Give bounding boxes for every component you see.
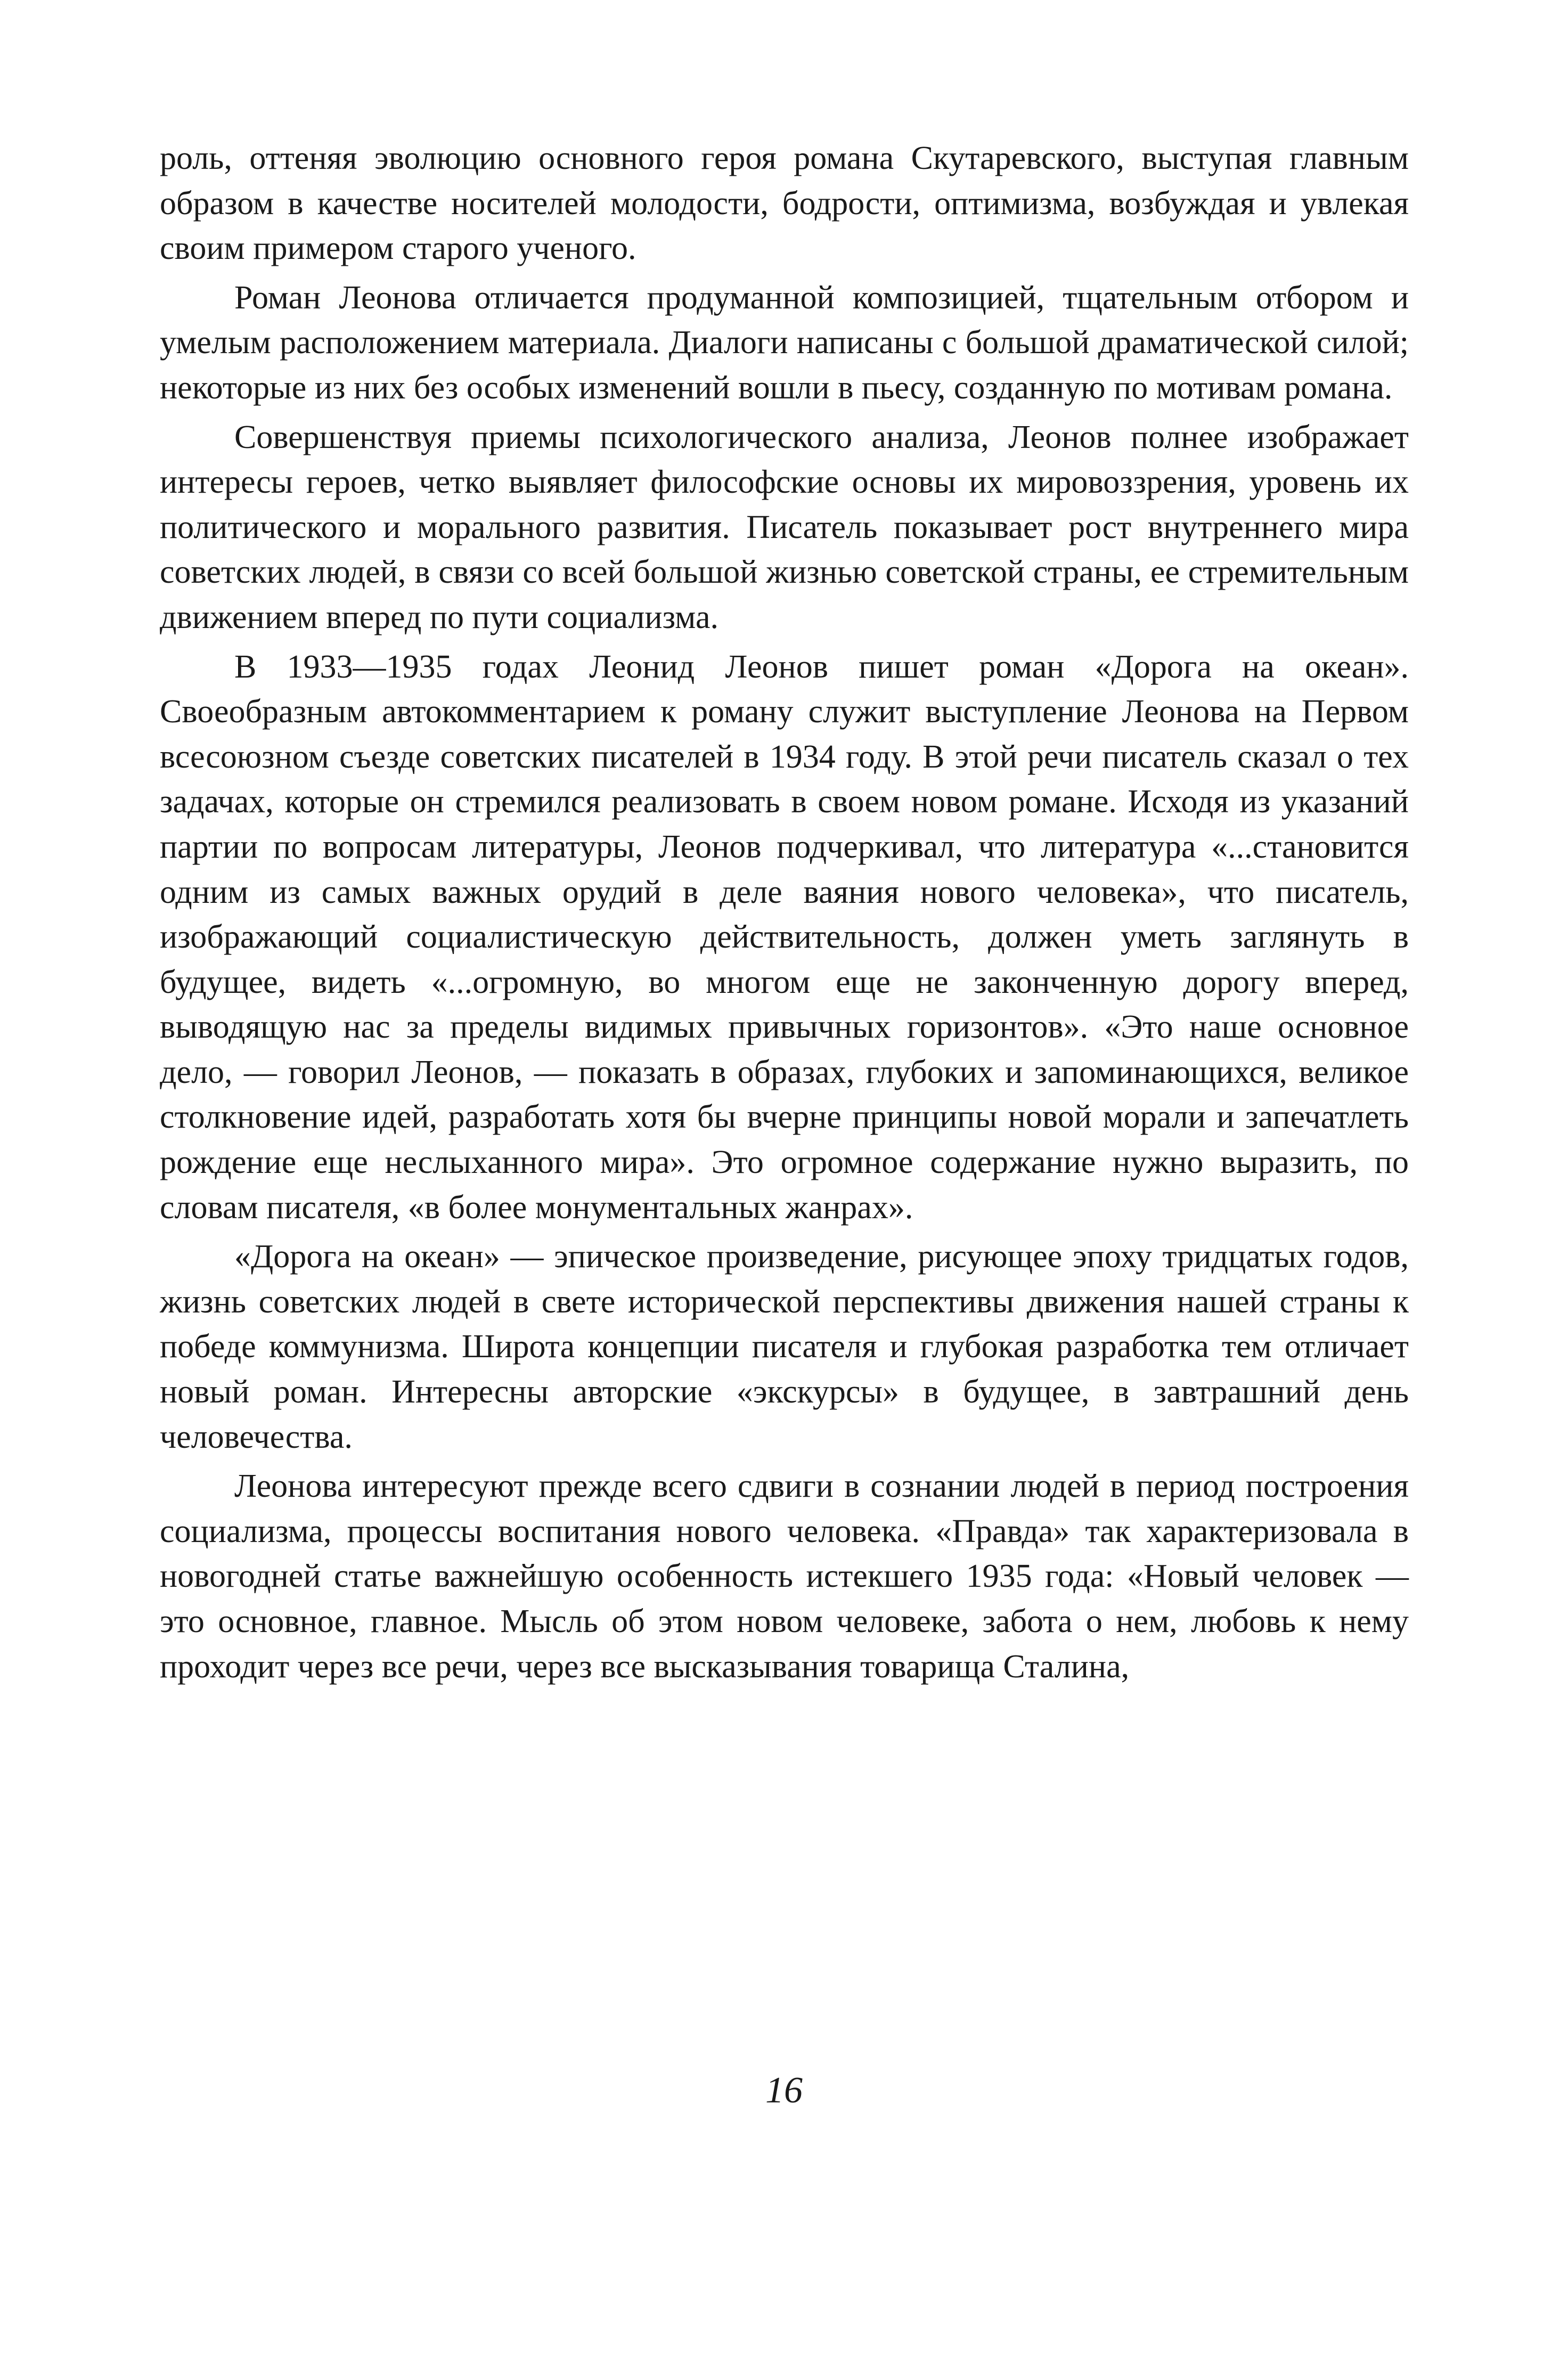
paragraph-6: Леонова интересуют прежде всего сдвиги в сознании людей в период построения социализма, процессы воспитания нового человека. «Правда» так характеризовала в новогодней статье важнейшую особенность истекшего 1935 года: «Новый человек — это основное, главное. Мысль об этом новом человеке, забота о нем, любовь к нему проходит через все речи, через все высказывания товарища Сталина, <box>160 1468 1409 1685</box>
paragraph-5: «Дорога на океан» — эпическое произведение, рисующее эпоху тридцатых годов, жизнь советских людей в свете исторической перспективы движения нашей страны к победе коммунизма. Широта концепции писателя и глубокая разработка тем отличает новый роман. Интересны авторские «экскурсы» в будущее, в завтрашний день человечества. <box>160 1238 1409 1455</box>
paragraph-2: Роман Леонова отличается продуманной композицией, тщательным отбором и умелым расположением материала. Диалоги написаны с большой драматической силой; некоторые из них без особых изменений вошли в пьесу, созданную по мотивам романа. <box>160 279 1409 406</box>
paragraph-3: Совершенствуя приемы психологического анализа, Леонов полнее изображает интересы героев, четко выявляет философские основы их мировоззрения, уровень их политического и морального развития. Писатель показывает рост внутреннего мира советских людей, в связи со всей большой жизнью советской страны, ее стремительным движением вперед по пути социализма. <box>160 419 1409 635</box>
page-number: 16 <box>765 2070 803 2111</box>
paragraph-1: роль, оттеняя эволюцию основного героя романа Скутаревского, выступая главным образом в качестве носителей молодости, бодрости, оптимизма, возбуждая и увлекая своим примером старого ученого. <box>160 140 1409 267</box>
paragraph-4: В 1933—1935 годах Леонид Леонов пишет роман «Дорога на океан». Своеобразным автокомментарием к роману служит выступление Леонова на Первом всесоюзном съезде советских писателей в 1934 году. В этой речи писатель сказал о тех задачах, которые он стремился реализовать в своем новом романе. Исходя из указаний партии по вопросам литературы, Леонов подчеркивал, что литература «...становится одним из самых важных орудий в деле ваяния нового человека», что писатель, изображающий социалистическую действительность, должен уметь заглянуть в будущее, видеть «...огромную, во многом еще не законченную дорогу вперед, выводящую нас за пределы видимых привычных горизонтов». «Это наше основное дело, — говорил Леонов, — показать в образах, глубоких и запоминающихся, великое столкновение идей, разработать хотя бы вчерне принципы новой морали и запечатлеть рождение еще неслыханного мира». Это огромное содержание нужно выразить, по словам писателя, «в более монументальных жанрах». <box>160 648 1409 1226</box>
page-body <box>160 136 1409 1693</box>
